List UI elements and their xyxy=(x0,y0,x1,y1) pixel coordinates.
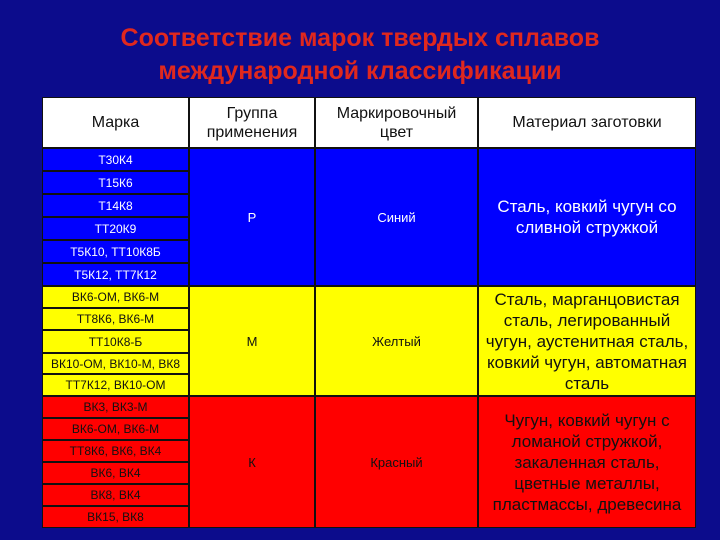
header-group: Группа применения xyxy=(189,97,315,148)
material-cell: Чугун, ковкий чугун с ломаной стружкой, закаленная сталь, цветные металлы, пластмассы, древесина xyxy=(478,396,696,528)
header-material: Материал заготовки xyxy=(478,97,696,148)
page-title xyxy=(0,22,720,88)
mark-cell: Т5К10, ТТ10К8Б xyxy=(42,240,189,263)
color-cell: Красный xyxy=(315,396,478,528)
title-line-1: Соответствие марок твердых сплавов xyxy=(120,24,600,52)
mark-cell: ВК10-ОМ, ВК10-М, ВК8 xyxy=(42,353,189,374)
material-cell: Сталь, марганцовистая сталь, легированный чугун, аустенитная сталь, ковкий чугун, автоматная сталь xyxy=(478,286,696,396)
mark-cell: ВК6-ОМ, ВК6-М xyxy=(42,286,189,308)
material-cell: Сталь, ковкий чугун со сливной стружкой xyxy=(478,148,696,286)
color-cell: Синий xyxy=(315,148,478,286)
mark-cell: ВК6, ВК4 xyxy=(42,462,189,484)
mark-cell: ВК15, ВК8 xyxy=(42,506,189,528)
mark-cell: Т5К12, ТТ7К12 xyxy=(42,263,189,286)
color-cell: Желтый xyxy=(315,286,478,396)
mark-cell: Т30К4 xyxy=(42,148,189,171)
header-mark: Марка xyxy=(42,97,189,148)
header-color: Маркировочный цвет xyxy=(315,97,478,148)
group-cell: P xyxy=(189,148,315,286)
mark-cell: ТТ20К9 xyxy=(42,217,189,240)
title-line-2: международной классификации xyxy=(158,57,562,85)
mark-cell: ВК3, ВК3-М xyxy=(42,396,189,418)
mark-cell: ВК6-ОМ, ВК6-М xyxy=(42,418,189,440)
group-cell: К xyxy=(189,396,315,528)
mark-cell: ТТ8К6, ВК6, ВК4 xyxy=(42,440,189,462)
mark-cell: ТТ8К6, ВК6-М xyxy=(42,308,189,330)
mark-cell: ТТ10К8-Б xyxy=(42,330,189,353)
mark-cell: ТТ7К12, ВК10-ОМ xyxy=(42,374,189,396)
mark-cell: Т14К8 xyxy=(42,194,189,217)
mark-cell: Т15К6 xyxy=(42,171,189,194)
mark-cell: ВК8, ВК4 xyxy=(42,484,189,506)
group-cell: M xyxy=(189,286,315,396)
